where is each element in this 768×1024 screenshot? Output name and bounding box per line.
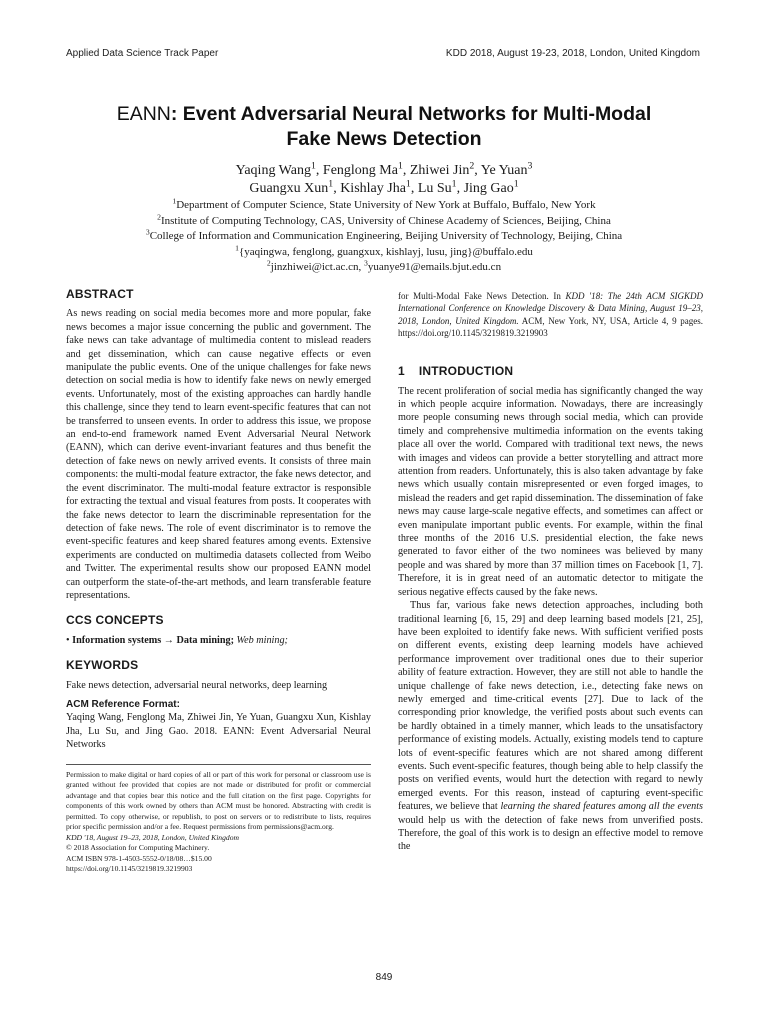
running-header-left: Applied Data Science Track Paper [66, 48, 219, 59]
permission-notice [66, 770, 371, 875]
running-header-right: KDD 2018, August 19-23, 2018, London, United Kingdom [445, 48, 700, 59]
author: Lu Su [417, 181, 452, 196]
copyright-line: © 2018 Association for Computing Machinery. [66, 843, 210, 853]
ccs-item [66, 634, 371, 647]
email: yuanye91@emails.bjut.edu.cn [367, 261, 502, 273]
conference-line: KDD '18, August 19–23, 2018, London, United Kingdom [66, 832, 239, 842]
email: {yaqingwa, fenglong, guangxux, kishlayj, lusu, jing}@buffalo.edu [238, 245, 533, 258]
affiliations [60, 198, 708, 276]
acm-ref-cont-italic: KDD '18: The 24th ACM SIGKDD International Conference on Knowledge Discovery & Data Mining, August 19–23, 2018, London, United Kingdom. [398, 291, 703, 326]
acm-ref-continuation [398, 290, 703, 339]
acm-ref-cont-plain: for Multi-Modal Fake News Detection. In [398, 291, 566, 301]
author-affil-mark: 1 [397, 160, 403, 172]
paper-title [60, 102, 708, 152]
intro-number: 1 [398, 364, 405, 379]
affil-mark: 1 [172, 196, 177, 206]
ccs-bold: Information systems → Data mining; [72, 634, 234, 646]
intro-paragraph-1: The recent proliferation of social media has significantly changed the way in which people acquire information. Nowadays, there are increasingly more people consuming news through social media, which can provide timely and comprehensive multimedia information on the events taking place all over the world. Compared with traditional text news, the news with images and videos can provide a better storytelling and attract more attention from readers. Unfortunately, this is also taken advantage by fake news which usually contain misrepresented or even forged images, to mislead the readers and get rapid dissemination. The dissemination of fake news may cause large-scale negative effects, and sometimes can affect or even manipulate important public events. For example, within the final three months of the 2016 U.S. presidential election, the fake news generated to favor either of the two nominees was believed by many people and was shared by more than 37 million times on Facebook [1, 7]. Therefore, it is in great need of an automatic detector to mitigate the serious negative effects caused by the fake news. [398, 385, 703, 598]
abstract-heading: ABSTRACT [66, 287, 134, 301]
author-affil-mark: 2 [469, 160, 475, 172]
left-column [66, 288, 371, 875]
title-line2: Fake News Detection [286, 128, 482, 150]
doi-link[interactable]: https://doi.org/10.1145/3219819.3219903 [66, 864, 193, 874]
author-affil-mark: 1 [513, 178, 519, 190]
acm-ref-heading: ACM Reference Format: [66, 698, 180, 710]
author: Jing Gao [463, 181, 514, 196]
affil-mark: 2 [266, 258, 271, 268]
author-affil-mark: 3 [527, 160, 533, 172]
ccs-italic: Web mining; [236, 634, 288, 646]
isbn-line: ACM ISBN 978-1-4503-5552-0/18/08…$15.00 [66, 853, 212, 863]
page-number: 849 [375, 972, 393, 983]
intro-p2-a: Thus far, various fake news detection approaches, including both traditional learning [6, 15, 29] and deep learning based models [21, 25], have been exploited to identify fake news. With sufficient verified posts on different events, existing deep learning models have achieved performance improvement over traditional ones due to their superior ability of feature extraction. However, they are still not able to handle the unique challenge of fake news detection, i.e., detecting fake news on newly emerged and time-critical events [27]. Due to lack of the corresponding prior knowledge, the verified posts about such events can be hardly obtained in a timely manner, which leads to the unsatisfactory performance of existing models. Actually, existing models tend to capture lots of event-specific features which are not shared among different events. Such event-specific features, though being able to help classify the posts on verified events, would hurt the detection with regard to newly emerged events. For this reason, instead of capturing event-specific features, we believe that [398, 600, 703, 813]
keywords-heading: KEYWORDS [66, 658, 139, 673]
affiliation: College of Information and Communication Engineering, Beijing University of Technology, Beijing, China [149, 230, 623, 242]
author-affil-mark: 1 [405, 178, 411, 190]
title-acronym: EANN [116, 103, 171, 125]
intro-p2-b: would help us with the detection of fake news from unverified posts. Therefore, the goal of this work is to design an effective model to remove the [398, 814, 703, 853]
affil-mark: 3 [145, 227, 150, 237]
permission-text: Permission to make digital or hard copies of all or part of this work for personal or classroom use is granted without fee provided that copies are not made or distributed for profit or commercial advantage and that copies bear this notice and the full citation on the first page. Copyrights for components of this work owned by others than ACM must be honored. Abstracting with credit is permitted. To copy otherwise, or republish, to post on servers or to redistribute to lists, requires prior specific permission and/or a fee. Request permissions from permissions@acm.org. [66, 769, 371, 832]
author-list: Yaqing Wang$^1$, Fenglong Ma$^1$, Zhiwei Jin$^2$, Ye Yuan$^3$ Guangxu Xun$^1$, Kishlay Jha$^1$, Lu Su$^1$, Jing Gao$^1$ [235, 160, 533, 196]
author-affil-mark: 1 [311, 160, 316, 172]
intro-heading [398, 365, 703, 378]
acm-ref-cont-tail: ACM, New York, NY, USA, Article 4, 9 pages. https://doi.org/10.1145/3219819.3219903 [398, 315, 703, 338]
author-affil-mark: 1 [328, 178, 334, 190]
keywords-text: Fake news detection, adversarial neural networks, deep learning [66, 679, 328, 691]
author: Guangxu Xun [249, 181, 329, 196]
affil-mark: 2 [157, 211, 161, 221]
right-column [398, 290, 703, 854]
author: Ye Yuan [480, 163, 528, 178]
email: jinzhiwei@ict.ac.cn, [270, 261, 364, 273]
intro-paragraph-2 [398, 599, 703, 854]
author: Fenglong Ma [322, 163, 398, 178]
affiliation: Institute of Computing Technology, CAS, University of Chinese Academy of Sciences, Beijing, China [160, 214, 611, 227]
affil-mark: 3 [363, 258, 368, 268]
abstract-text: As news reading on social media becomes more and more popular, fake news becomes a major issue concerning the public and government. The fake news can take advantage of multimedia content to mislead readers and get dissemination, which can cause negative effects or even manipulate the public events. One of the unique challenges for fake news detection on social media is how to identify fake news on newly emerged events. Unfortunately, most of the existing approaches can hardly handle this challenge, since they tend to learn event-specific features that can not be transferred to unseen events. In order to address this issue, we propose an end-to-end framework named Event Adversarial Neural Network (EANN), which can derive event-invariant features and thus benefit the detection of fake news on newly arrived events. It consists of three main components: the multi-modal feature extractor, the fake news detector, and the event discriminator. The multi-modal feature extractor is responsible for extracting the textual and visual features from posts. It cooperates with the fake news detector to learn the discriminable representation for the detection of fake news. The role of event discriminator is to remove the event-specific features and keep shared features among events. Extensive experiments are conducted on multimedia datasets collected from Weibo and Twitter. The experimental results show our proposed EANN model can outperform the state-of-the-art methods, and learn transferable feature representations. [66, 308, 371, 601]
author-affil-mark: 1 [451, 178, 457, 190]
ccs-bullet: • [66, 634, 70, 646]
author: Zhiwei Jin [409, 163, 470, 178]
author: Kishlay Jha [340, 181, 406, 196]
affil-mark: 1 [235, 242, 239, 252]
affiliation: Department of Computer Science, State University of New York at Buffalo, Buffalo, New York [176, 199, 596, 211]
intro-title: INTRODUCTION [418, 364, 514, 379]
intro-p2-italic: learning the shared features among all the events [500, 801, 704, 813]
acm-ref-text: Yaqing Wang, Fenglong Ma, Zhiwei Jin, Ye Yuan, Guangxu Xun, Kishlay Jha, Lu Su, and Jing Gao. 2018. EANN: Event Adversarial Neural Networks [66, 712, 371, 751]
title-line1: : Event Adversarial Neural Networks for Multi-Modal [170, 103, 652, 125]
author: Yaqing Wang [235, 163, 311, 178]
ccs-heading: CCS CONCEPTS [66, 613, 164, 628]
footnote-rule [66, 764, 371, 765]
